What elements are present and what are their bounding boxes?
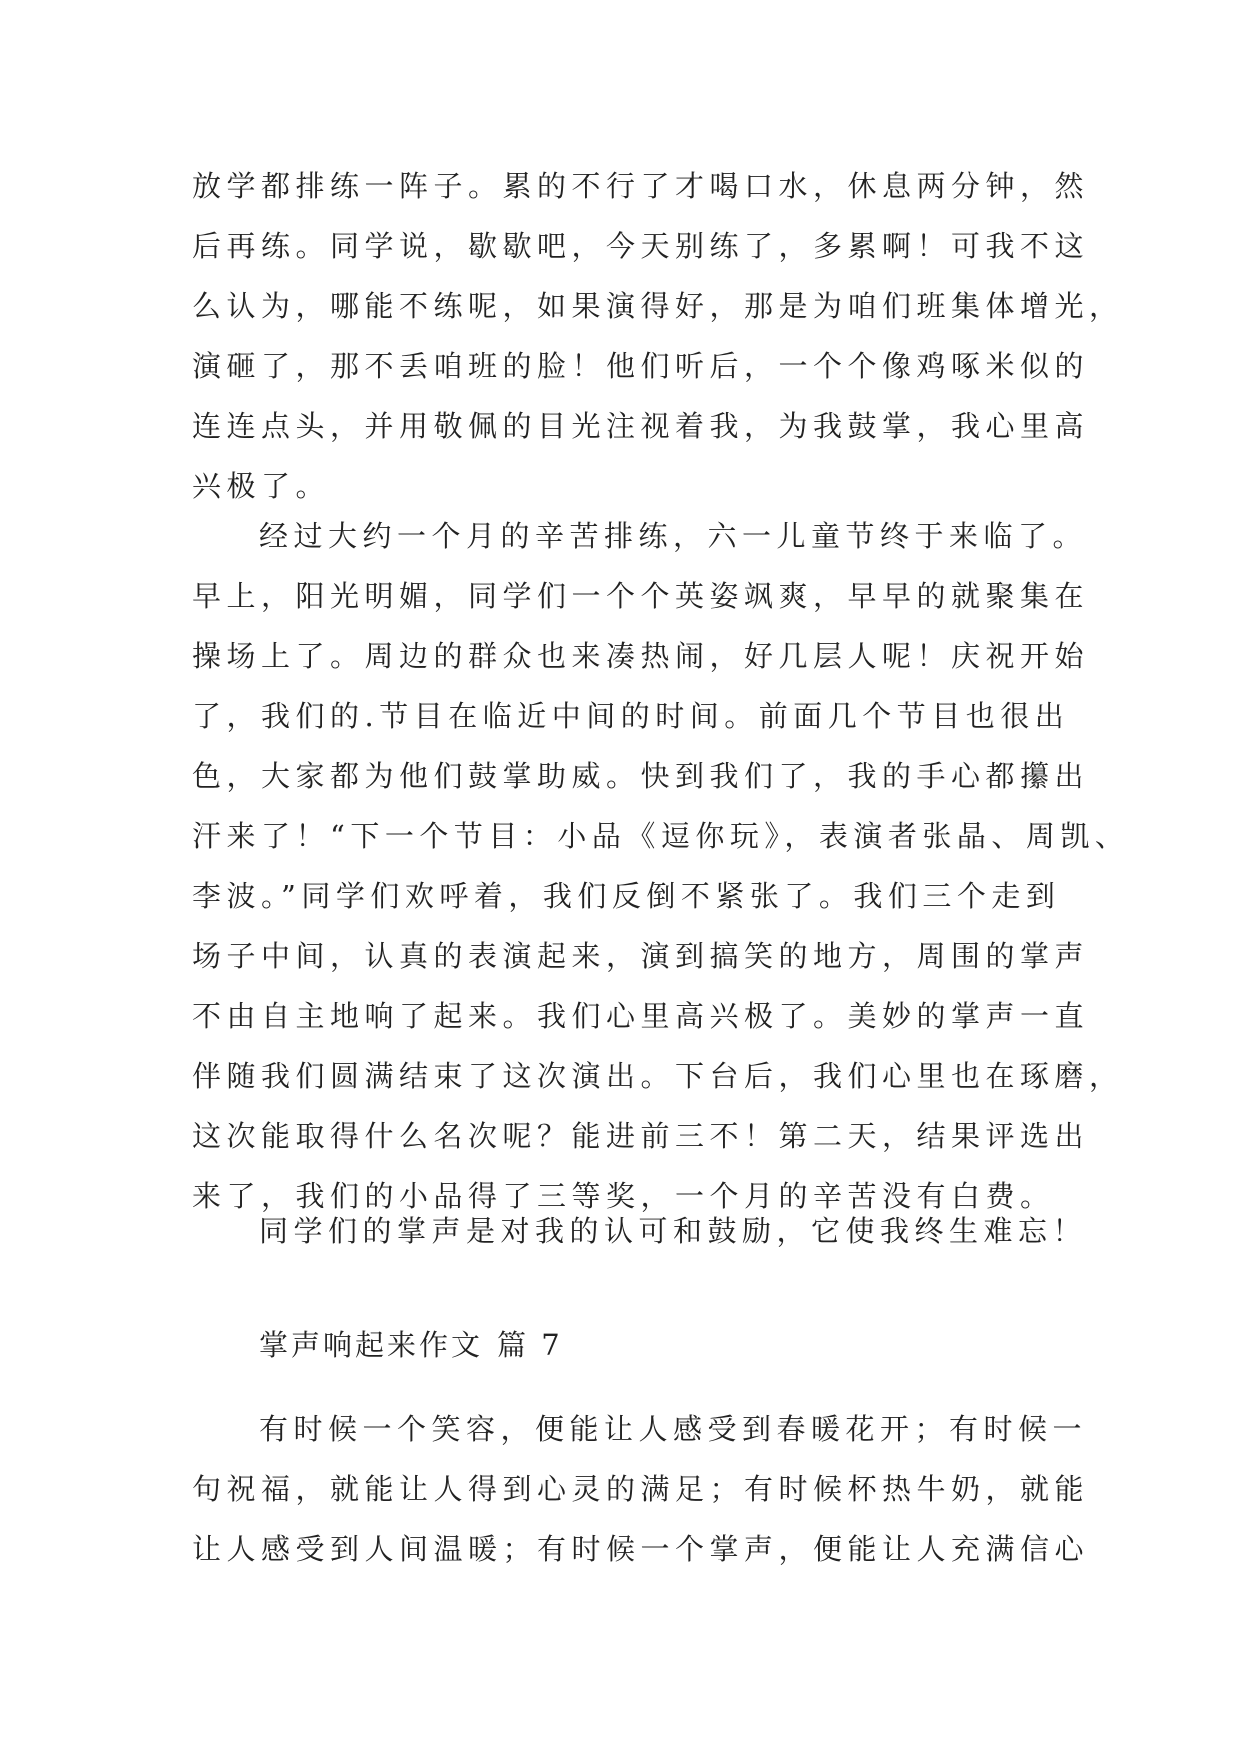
text-line: 经过大约一个月的辛苦排练，六一儿童节终于来临了。 [259, 519, 1088, 553]
heading-number: 篇 7 [497, 1328, 563, 1362]
text-line: 演砸了，那不丢咱班的脸！他们听后，一个个像鸡啄米似的 [192, 349, 1090, 383]
text-line: 早上，阳光明媚，同学们一个个英姿飒爽，早早的就聚集在 [192, 579, 1090, 613]
text-line: 这次能取得什么名次呢？能进前三不！第二天，结果评选出 [192, 1119, 1090, 1153]
text-line: 场子中间，认真的表演起来，演到搞笑的地方，周围的掌声 [192, 939, 1090, 973]
text-line: 李波。”同学们欢呼着，我们反倒不紧张了。我们三个走到 [192, 879, 1061, 913]
paragraph-1 [192, 156, 1124, 516]
text-line: 么认为，哪能不练呢，如果演得好，那是为咱们班集体增光， [192, 289, 1124, 323]
text-line: 兴极了。 [192, 469, 331, 503]
text-line: 操场上了。周边的群众也来凑热闹，好几层人呢！庆祝开始 [192, 639, 1090, 673]
text-line: 来了，我们的小品得了三等奖，一个月的辛苦没有白费。 [192, 1179, 1055, 1213]
heading-title: 掌声响起来作文 [259, 1328, 484, 1362]
paragraph-2 [192, 506, 1130, 1226]
text-line: 了，我们的.节目在临近中间的时间。前面几个节目也很出 [192, 699, 1070, 733]
paragraph-3 [192, 1201, 1088, 1261]
section-heading [259, 1315, 563, 1375]
text-line: 连连点头，并用敬佩的目光注视着我，为我鼓掌，我心里高 [192, 409, 1090, 443]
text-line: 同学们的掌声是对我的认可和鼓励，它使我终生难忘！ [259, 1214, 1088, 1248]
text-line: 让人感受到人间温暖；有时候一个掌声，便能让人充满信心 [192, 1532, 1090, 1566]
text-line: 色，大家都为他们鼓掌助威。快到我们了，我的手心都攥出 [192, 759, 1090, 793]
text-line: 放学都排练一阵子。累的不行了才喝口水，休息两分钟，然 [192, 169, 1090, 203]
text-line: 伴随我们圆满结束了这次演出。下台后，我们心里也在琢磨， [192, 1059, 1124, 1093]
text-line: 句祝福，就能让人得到心灵的满足；有时候杯热牛奶，就能 [192, 1472, 1090, 1506]
text-line: 有时候一个笑容，便能让人感受到春暖花开；有时候一 [259, 1412, 1088, 1446]
text-line: 后再练。同学说，歇歇吧，今天别练了，多累啊！可我不这 [192, 229, 1090, 263]
text-line: 不由自主地响了起来。我们心里高兴极了。美妙的掌声一直 [192, 999, 1090, 1033]
paragraph-4 [192, 1399, 1090, 1579]
text-line: 汗来了！“下一个节目：小品《逗你玩》，表演者张晶、周凯、 [192, 819, 1130, 853]
